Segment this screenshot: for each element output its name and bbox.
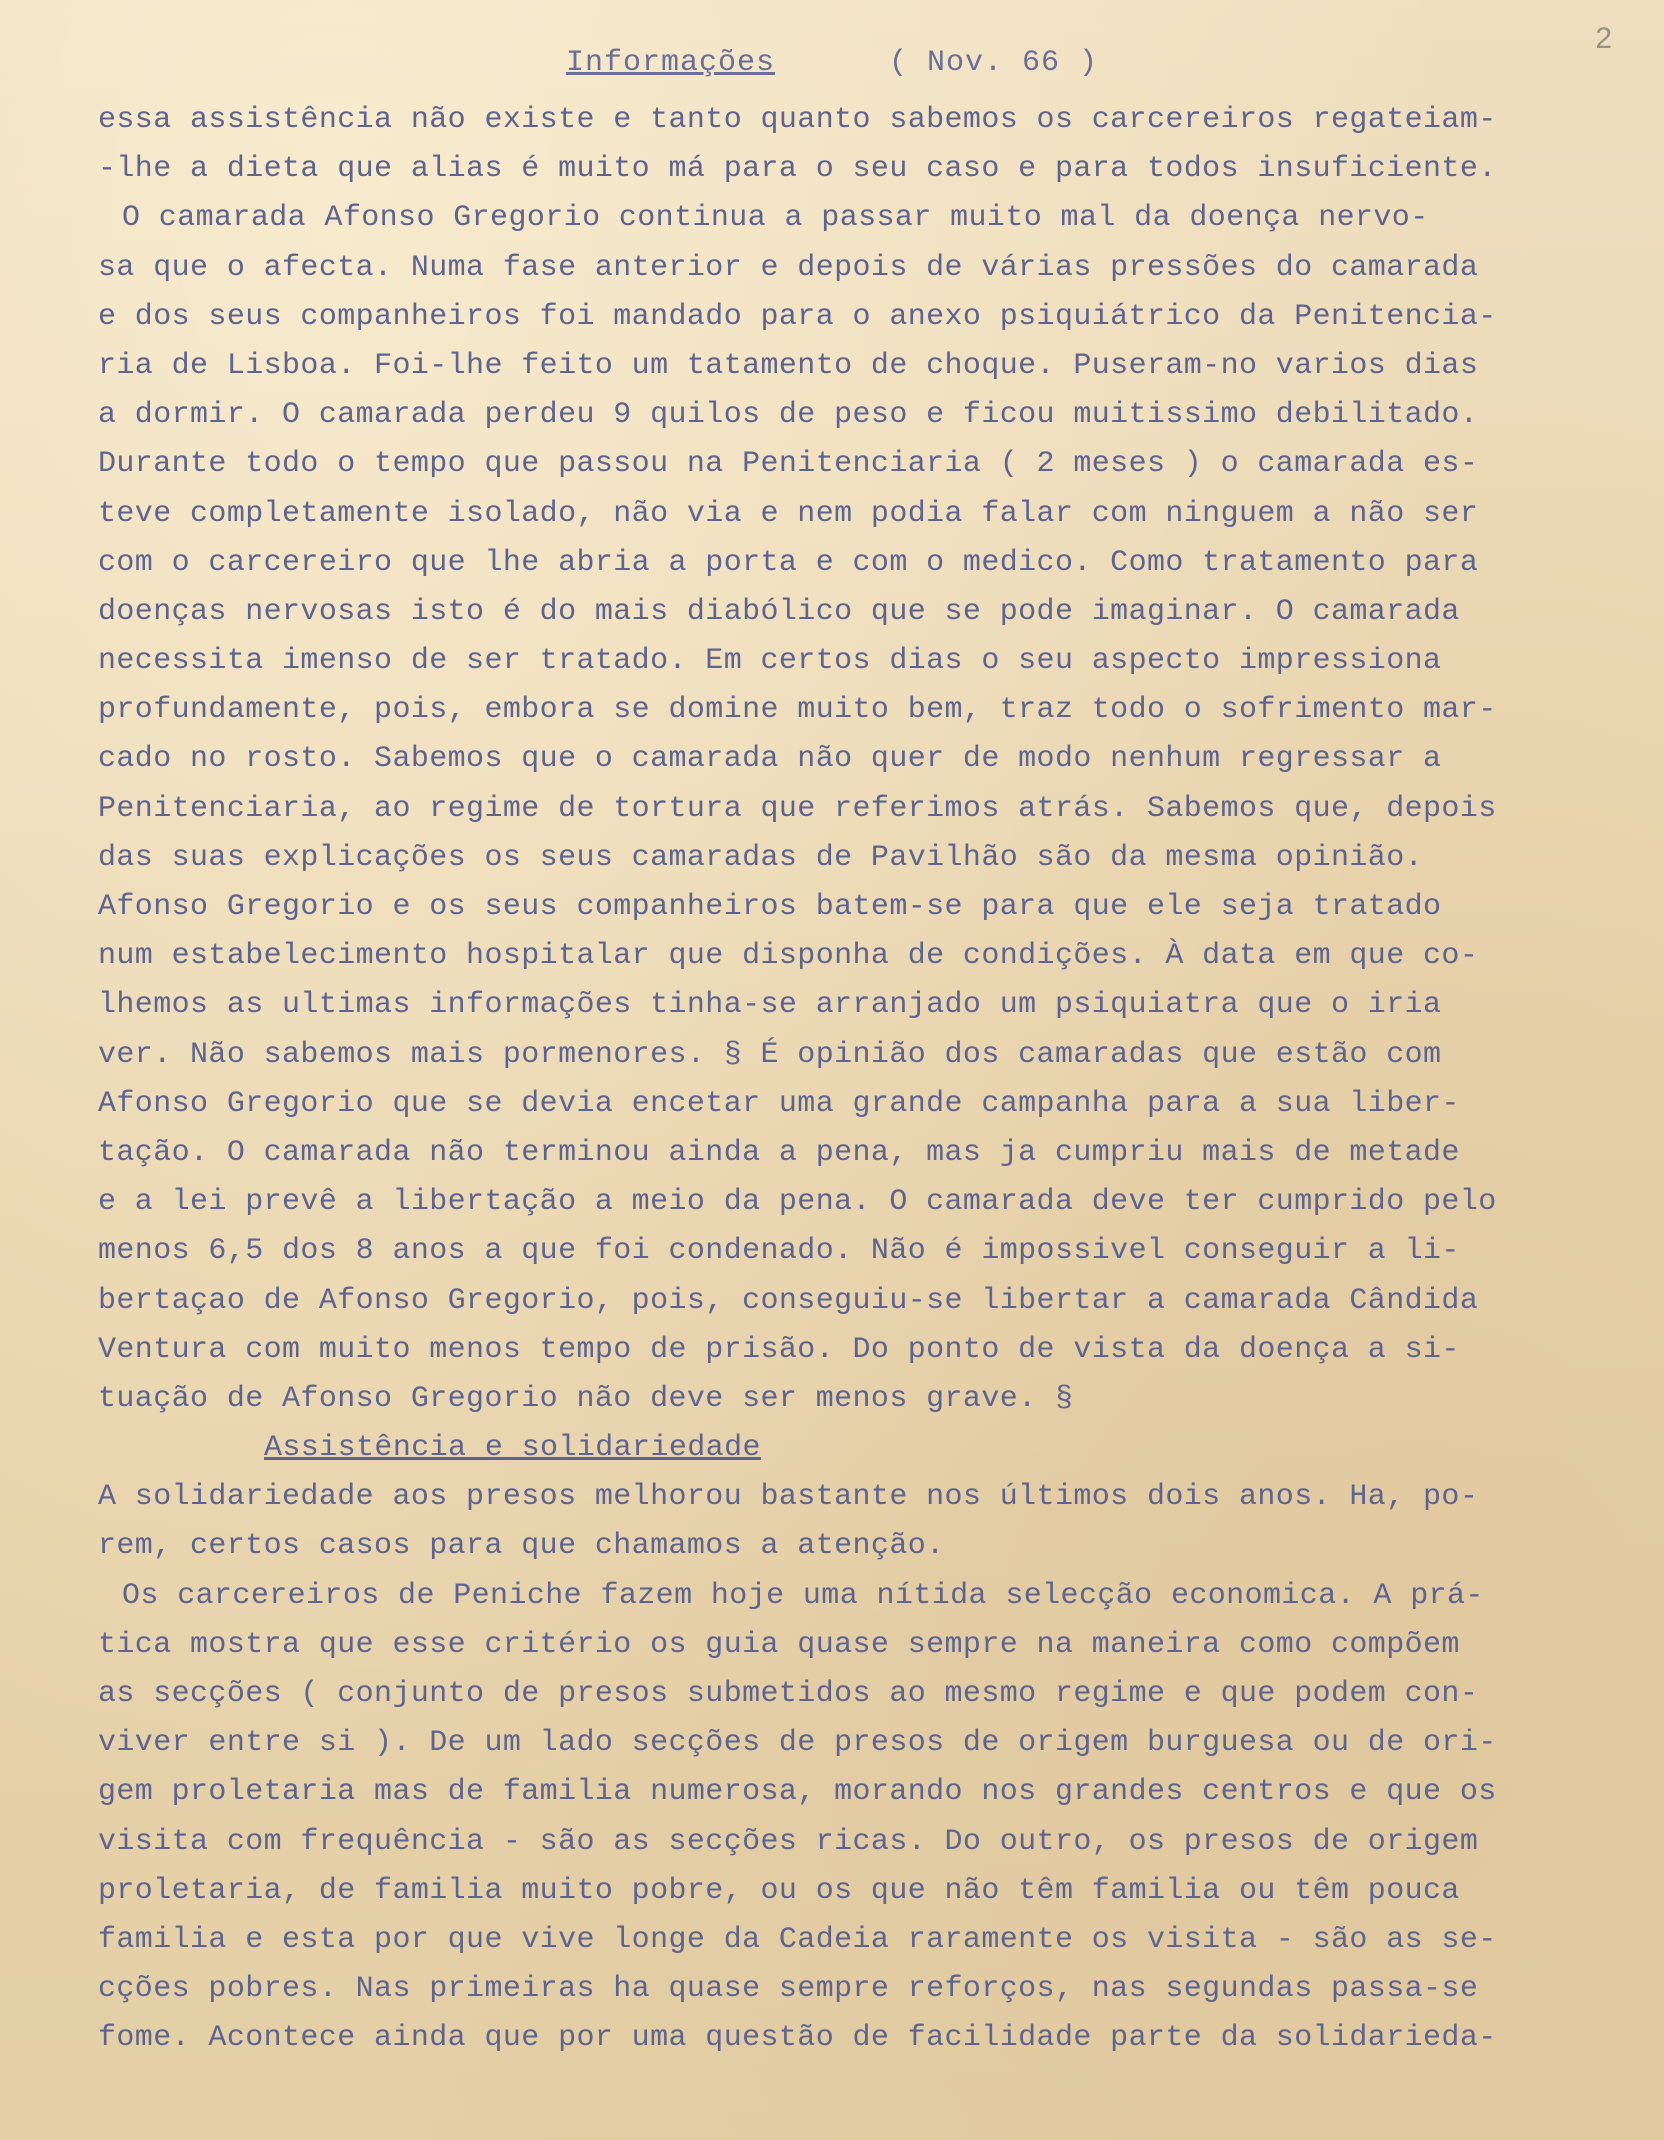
text-line: viver entre si ). De um lado secções de presos de origem burguesa ou de ori- bbox=[98, 1726, 1497, 1761]
text-line: Afonso Gregorio que se devia encetar uma grande campanha para a sua liber- bbox=[98, 1086, 1460, 1121]
text-line: doenças nervosas isto é do mais diabólico que se pode imaginar. O camarada bbox=[98, 594, 1460, 629]
text-line: tação. O camarada não terminou ainda a pena, mas ja cumpriu mais de metade bbox=[98, 1135, 1460, 1170]
text-line: -lhe a dieta que alias é muito má para o seu caso e para todos insuficiente. bbox=[98, 152, 1497, 187]
text-line: essa assistência não existe e tanto quanto sabemos os carcereiros regateiam- bbox=[98, 103, 1497, 137]
text-line: ver. Não sabemos mais pormenores. § É opinião dos camaradas que estão com bbox=[98, 1037, 1442, 1072]
text-line: familia e esta por que vive longe da Cadeia raramente os visita - são as se- bbox=[98, 1922, 1497, 1957]
text-line: menos 6,5 dos 8 anos a que foi condenado. Não é impossivel conseguir a li- bbox=[98, 1234, 1460, 1269]
text-line: teve completamente isolado, não via e nem podia falar com ninguem a não ser bbox=[98, 496, 1479, 531]
text-line: rem, certos casos para que chamamos a atenção. bbox=[98, 1529, 945, 1564]
text-line: O camarada Afonso Gregorio continua a passar muito mal da doença nervo- bbox=[122, 201, 1429, 236]
text-line: tuação de Afonso Gregorio não deve ser menos grave. § bbox=[98, 1381, 1074, 1416]
text-line: bertaçao de Afonso Gregorio, pois, conseguiu-se libertar a camarada Cândida bbox=[98, 1283, 1479, 1318]
text-line: das suas explicações os seus camaradas de Pavilhão são da mesma opinião. bbox=[98, 840, 1424, 875]
section-heading: Assistência e solidariedade bbox=[264, 1431, 761, 1466]
text-line: com o carcereiro que lhe abria a porta e com o medico. Como tratamento para bbox=[98, 545, 1479, 580]
text-line: necessita imenso de ser tratado. Em certos dias o seu aspecto impressiona bbox=[98, 644, 1442, 679]
text-line: lhemos as ultimas informações tinha-se arranjado um psiquiatra que o iria bbox=[98, 988, 1442, 1023]
text-line: A solidariedade aos presos melhorou bastante nos últimos dois anos. Ha, po- bbox=[98, 1480, 1479, 1515]
text-line: e a lei prevê a libertação a meio da pena. O camarada deve ter cumprido pelo bbox=[98, 1185, 1497, 1220]
text-line: cado no rosto. Sabemos que o camarada não quer de modo nenhum regressar a bbox=[98, 742, 1442, 777]
text-line: Ventura com muito menos tempo de prisão. Do ponto de vista da doença a si- bbox=[98, 1332, 1460, 1367]
text-line: ria de Lisboa. Foi-lhe feito um tatamento de choque. Puseram-no varios dias bbox=[98, 348, 1479, 383]
text-line: sa que o afecta. Numa fase anterior e depois de várias pressões do camarada bbox=[98, 250, 1479, 285]
text-line: proletaria, de familia muito pobre, ou os que não têm familia ou têm pouca bbox=[98, 1873, 1460, 1908]
text-line: fome. Acontece ainda que por uma questão de facilidade parte da solidarieda- bbox=[98, 2021, 1497, 2056]
page-number: 2 bbox=[1595, 22, 1612, 55]
text-line: a dormir. O camarada perdeu 9 quilos de peso e ficou muitissimo debilitado. bbox=[98, 398, 1479, 433]
text-line: visita com frequência - são as secções ricas. Do outro, os presos de origem bbox=[98, 1824, 1479, 1859]
text-line: e dos seus companheiros foi mandado para o anexo psiquiátrico da Penitencia- bbox=[98, 299, 1497, 334]
document-body bbox=[98, 96, 1638, 2064]
header-date: ( Nov. 66 ) bbox=[889, 46, 1099, 80]
text-line: Penitenciaria, ao regime de tortura que referimos atrás. Sabemos que, depois bbox=[98, 791, 1497, 826]
text-line: profundamente, pois, embora se domine muito bem, traz todo o sofrimento mar- bbox=[98, 693, 1497, 728]
text-line: cções pobres. Nas primeiras ha quase sempre reforços, nas segundas passa-se bbox=[98, 1972, 1479, 2007]
text-line: Afonso Gregorio e os seus companheiros batem-se para que ele seja tratado bbox=[98, 890, 1442, 924]
document-header bbox=[0, 46, 1664, 80]
header-title: Informações bbox=[565, 46, 775, 80]
text-line: as secções ( conjunto de presos submetidos ao mesmo regime e que podem con- bbox=[98, 1677, 1479, 1711]
text-line: Durante todo o tempo que passou na Penitenciaria ( 2 meses ) o camarada es- bbox=[98, 447, 1479, 482]
text-line: num estabelecimento hospitalar que disponha de condições. À data em que co- bbox=[98, 939, 1479, 974]
text-line: gem proletaria mas de familia numerosa, morando nos grandes centros e que os bbox=[98, 1775, 1497, 1810]
text-line: Os carcereiros de Peniche fazem hoje uma nítida selecção economica. A prá- bbox=[122, 1578, 1484, 1613]
text-line: tica mostra que esse critério os guia quase sempre na maneira como compõem bbox=[98, 1627, 1460, 1662]
